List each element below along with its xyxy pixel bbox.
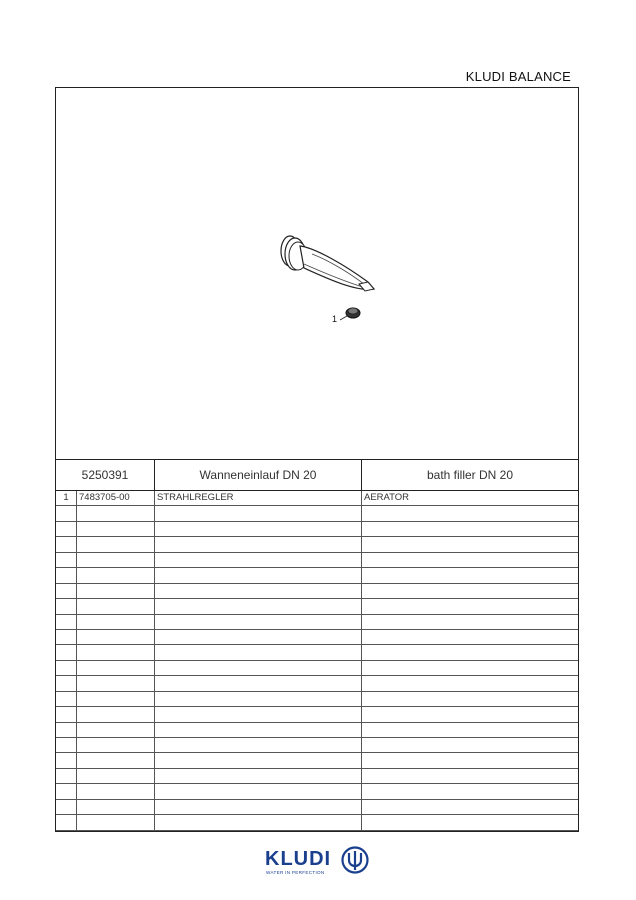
table-row — [56, 800, 578, 815]
callout-leader — [340, 316, 347, 320]
part-article-number — [77, 661, 155, 675]
part-article-number — [77, 692, 155, 706]
logo-wordmark: KLUDI — [265, 848, 332, 870]
part-article-number — [77, 815, 155, 829]
table-row — [56, 676, 578, 691]
table-row — [56, 769, 578, 784]
table-row — [56, 491, 578, 506]
part-name-de — [155, 738, 362, 752]
part-position — [56, 800, 77, 814]
part-name-en — [362, 784, 578, 798]
part-position — [56, 537, 77, 551]
table-row — [56, 584, 578, 599]
kludi-logo-icon — [341, 846, 369, 874]
part-article-number — [77, 800, 155, 814]
part-name-en — [362, 645, 578, 659]
part-position — [56, 723, 77, 737]
table-row — [56, 522, 578, 537]
part-name-de — [155, 723, 362, 737]
part-name-de — [155, 815, 362, 829]
product-name-en: bath filler DN 20 — [426, 468, 514, 482]
document-title: KLUDI BALANCE — [465, 69, 571, 84]
part-name-en — [362, 738, 578, 752]
exploded-drawing — [56, 88, 578, 460]
part-name-en — [362, 815, 578, 829]
part-article-number — [77, 769, 155, 783]
part-name-en — [362, 615, 578, 629]
product-name-de: Wanneneinlauf DN 20 — [155, 460, 362, 490]
logo-tagline: WATER IN PERFECTION — [266, 870, 325, 875]
table-row — [56, 707, 578, 722]
part-position — [56, 707, 77, 721]
part-name-de — [155, 676, 362, 690]
part-position — [56, 645, 77, 659]
part-name-de — [155, 537, 362, 551]
table-row — [56, 506, 578, 521]
kludi-logo — [265, 846, 385, 878]
part-name-en — [362, 537, 578, 551]
part-position — [56, 815, 77, 829]
part-name-de — [155, 553, 362, 567]
table-row — [56, 615, 578, 630]
product-number: 5250391 — [56, 460, 155, 490]
part-article-number — [77, 568, 155, 582]
part-position — [56, 553, 77, 567]
part-article-number — [77, 584, 155, 598]
part-position — [56, 584, 77, 598]
part-name-en — [362, 599, 578, 613]
spare-parts-sheet — [55, 87, 579, 832]
part-name-en: AERATOR — [364, 492, 410, 503]
part-article-number — [77, 599, 155, 613]
part-position — [56, 661, 77, 675]
table-row — [56, 568, 578, 583]
part-name-de: STRAHLREGLER — [155, 491, 362, 505]
part-name-de — [155, 753, 362, 767]
part-name-de — [155, 522, 362, 536]
table-row — [56, 553, 578, 568]
part-name-en — [362, 661, 578, 675]
table-row — [56, 723, 578, 738]
table-row — [56, 738, 578, 753]
part-position — [56, 769, 77, 783]
part-article-number — [77, 753, 155, 767]
part-article-number — [77, 738, 155, 752]
part-position — [56, 676, 77, 690]
table-row — [56, 537, 578, 552]
part-name-en — [362, 553, 578, 567]
table-row — [56, 661, 578, 676]
part-position — [56, 784, 77, 798]
part-name-en — [362, 753, 578, 767]
part-position — [56, 522, 77, 536]
part-name-de — [155, 707, 362, 721]
part-position: 1 — [56, 491, 77, 505]
part-name-de — [155, 599, 362, 613]
part-article-number — [77, 676, 155, 690]
part-article-number — [77, 784, 155, 798]
table-row — [56, 753, 578, 768]
part-position — [56, 692, 77, 706]
part-position — [56, 615, 77, 629]
part-name-en — [362, 692, 578, 706]
part-position — [56, 599, 77, 613]
part-name-en — [362, 707, 578, 721]
part-name-de — [155, 769, 362, 783]
bath-filler-drawing — [56, 88, 578, 459]
table-row — [56, 692, 578, 707]
part-name-de — [155, 800, 362, 814]
part-article-number — [77, 553, 155, 567]
part-article-number — [77, 630, 155, 644]
product-header-row — [56, 460, 578, 491]
part-name-de — [155, 584, 362, 598]
part-name-en — [362, 723, 578, 737]
table-row — [56, 599, 578, 614]
part-article-number — [77, 723, 155, 737]
part-name-en — [362, 676, 578, 690]
part-position — [56, 630, 77, 644]
part-name-en — [362, 522, 578, 536]
part-name-de — [155, 506, 362, 520]
part-name-de — [155, 630, 362, 644]
part-article-number: 7483705-00 — [77, 491, 155, 505]
part-name-de — [155, 784, 362, 798]
part-article-number — [77, 615, 155, 629]
part-name-en — [362, 584, 578, 598]
table-row — [56, 630, 578, 645]
part-position — [56, 568, 77, 582]
parts-table — [56, 491, 578, 831]
table-row — [56, 645, 578, 660]
part-name-en — [362, 630, 578, 644]
part-name-en — [362, 800, 578, 814]
part-name-en — [362, 568, 578, 582]
part-article-number — [77, 645, 155, 659]
table-row — [56, 815, 578, 830]
part-article-number — [77, 537, 155, 551]
part-position — [56, 753, 77, 767]
part-name-de — [155, 645, 362, 659]
part-name-de — [155, 661, 362, 675]
part-article-number — [77, 522, 155, 536]
part-position — [56, 738, 77, 752]
part-name-en — [362, 769, 578, 783]
part-name-de — [155, 568, 362, 582]
part-article-number — [77, 506, 155, 520]
part-name-de — [155, 692, 362, 706]
part-position — [56, 506, 77, 520]
table-row — [56, 784, 578, 799]
part-article-number — [77, 707, 155, 721]
part-name-de — [155, 615, 362, 629]
part-name-en — [362, 506, 578, 520]
callout-label: 1 — [332, 314, 338, 324]
